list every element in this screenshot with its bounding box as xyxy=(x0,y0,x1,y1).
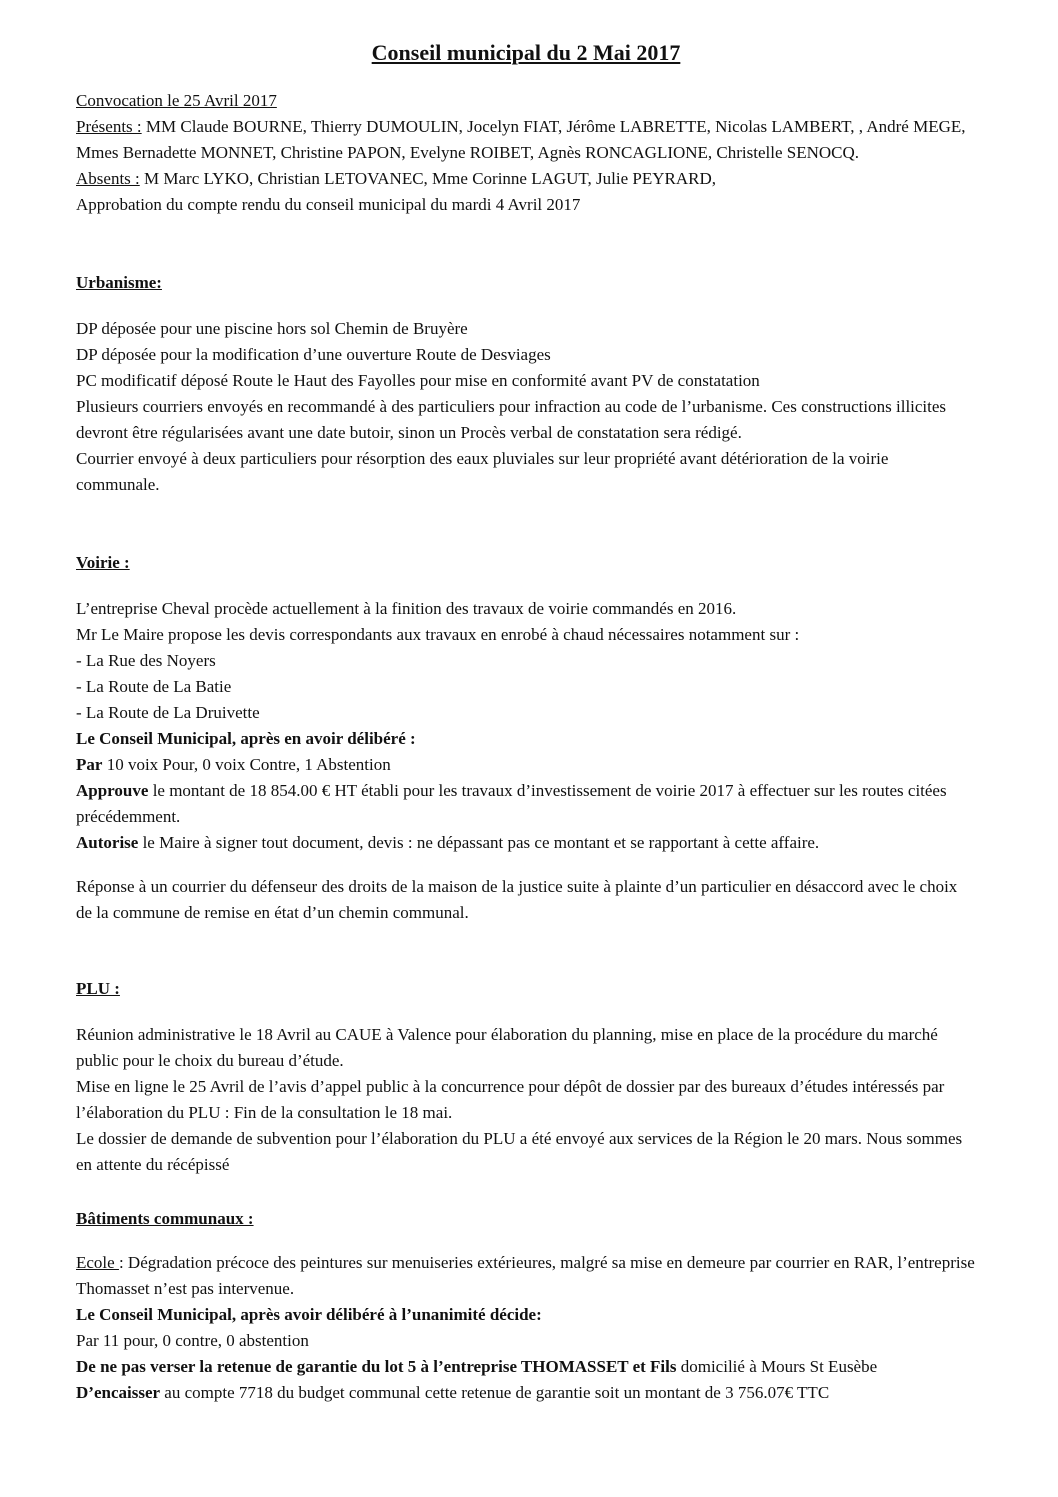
paragraph: Plusieurs courriers envoyés en recommandé à des particuliers pour infraction au code de l’urbanisme. Ces constructions illicites devront être régularisées avant une date butoir, sinon un Procès verbal de constatation sera rédigé. xyxy=(76,397,947,442)
presents-line xyxy=(76,114,976,166)
voirie-reponse xyxy=(76,874,976,926)
decision-encaisser: D’encaisser au compte 7718 du budget communal cette retenue de garantie soit un montant de 3 756.07€ TTC xyxy=(76,1383,830,1402)
batiments-body xyxy=(76,1250,976,1406)
section-heading: Bâtiments communaux : xyxy=(76,1209,254,1228)
section-heading: Voirie : xyxy=(76,553,130,572)
urbanisme-body xyxy=(76,316,976,498)
section-voirie xyxy=(76,550,976,576)
presents-label: Présents : xyxy=(76,117,142,136)
plu-body xyxy=(76,1022,976,1178)
autorise-line: Autorise le Maire à signer tout document, devis : ne dépassant pas ce montant et se rapportant à cette affaire. xyxy=(76,833,820,852)
paragraph: Courrier envoyé à deux particuliers pour résorption des eaux pluviales sur leur propriété avant détérioration de la voirie communale. xyxy=(76,449,889,494)
ecole-label: Ecole xyxy=(76,1253,119,1272)
paragraph: Mise en ligne le 25 Avril de l’avis d’appel public à la concurrence pour dépôt de dossier par des bureaux d’études intéressés par l’élaboration du PLU : Fin de la consultation le 18 mai. xyxy=(76,1077,945,1122)
paragraph: PC modificatif déposé Route le Haut des Fayolles pour mise en conformité avant PV de constatation xyxy=(76,371,760,390)
absents-line xyxy=(76,166,976,192)
presents-text: MM Claude BOURNE, Thierry DUMOULIN, Jocelyn FIAT, Jérôme LABRETTE, Nicolas LAMBERT, , André MEGE, Mmes Bernadette MONNET, Christine PAPON, Evelyne ROIBET, Agnès RONCAGLIONE, Christelle SENOCQ. xyxy=(76,117,966,162)
section-batiments xyxy=(76,1206,976,1232)
section-plu xyxy=(76,976,976,1002)
absents-label: Absents : xyxy=(76,169,140,188)
paragraph: Le dossier de demande de subvention pour l’élaboration du PLU a été envoyé aux services de la Région le 20 mars. Nous sommes en attente du récépissé xyxy=(76,1129,963,1174)
paragraph: Mr Le Maire propose les devis correspondants aux travaux en enrobé à chaud nécessaires notamment sur : xyxy=(76,625,800,644)
list-item: - La Route de La Batie xyxy=(76,677,232,696)
list-item: - La Rue des Noyers xyxy=(76,651,216,670)
approbation-line: Approbation du compte rendu du conseil municipal du mardi 4 Avril 2017 xyxy=(76,195,581,214)
approuve-line: Approuve le montant de 18 854.00 € HT établi pour les travaux d’investissement de voirie 2017 à effectuer sur les routes citées précédemment. xyxy=(76,781,947,826)
paragraph: DP déposée pour la modification d’une ouverture Route de Desviages xyxy=(76,345,551,364)
paragraph: Réponse à un courrier du défenseur des droits de la maison de la justice suite à plainte d’un particulier en désaccord avec le choix de la commune de remise en état d’un chemin communal. xyxy=(76,877,958,922)
section-urbanisme xyxy=(76,270,976,296)
absents-text: M Marc LYKO, Christian LETOVANEC, Mme Corinne LAGUT, Julie PEYRARD, xyxy=(139,169,717,188)
vote-line: Par 10 voix Pour, 0 voix Contre, 1 Abstention xyxy=(76,755,391,774)
page-title: Conseil municipal du 2 Mai 2017 xyxy=(371,40,681,65)
meeting-header xyxy=(76,88,976,218)
list-item: - La Route de La Druivette xyxy=(76,703,260,722)
paragraph: L’entreprise Cheval procède actuellement à la finition des travaux de voirie commandés en 2016. xyxy=(76,599,737,618)
deliberation-heading: Le Conseil Municipal, après avoir délibéré à l’unanimité décide: xyxy=(76,1305,542,1324)
vote-line: Par 11 pour, 0 contre, 0 abstention xyxy=(76,1331,309,1350)
deliberation-heading: Le Conseil Municipal, après en avoir délibéré : xyxy=(76,729,416,748)
voirie-body xyxy=(76,596,976,856)
paragraph: Réunion administrative le 18 Avril au CAUE à Valence pour élaboration du planning, mise en place de la procédure du marché public pour le choix du bureau d’étude. xyxy=(76,1025,938,1070)
paragraph: DP déposée pour une piscine hors sol Chemin de Bruyère xyxy=(76,319,468,338)
section-heading: Urbanisme: xyxy=(76,273,162,292)
section-heading: PLU : xyxy=(76,979,120,998)
ecole-paragraph: Ecole : Dégradation précoce des peintures sur menuiseries extérieures, malgré sa mise en demeure par courrier en RAR, l’entreprise Thomasset n’est pas intervenue. xyxy=(76,1253,975,1298)
decision-retenue: De ne pas verser la retenue de garantie du lot 5 à l’entreprise THOMASSET et Fils domicilié à Mours St Eusèbe xyxy=(76,1357,878,1376)
convocation-line: Convocation le 25 Avril 2017 xyxy=(76,91,277,110)
